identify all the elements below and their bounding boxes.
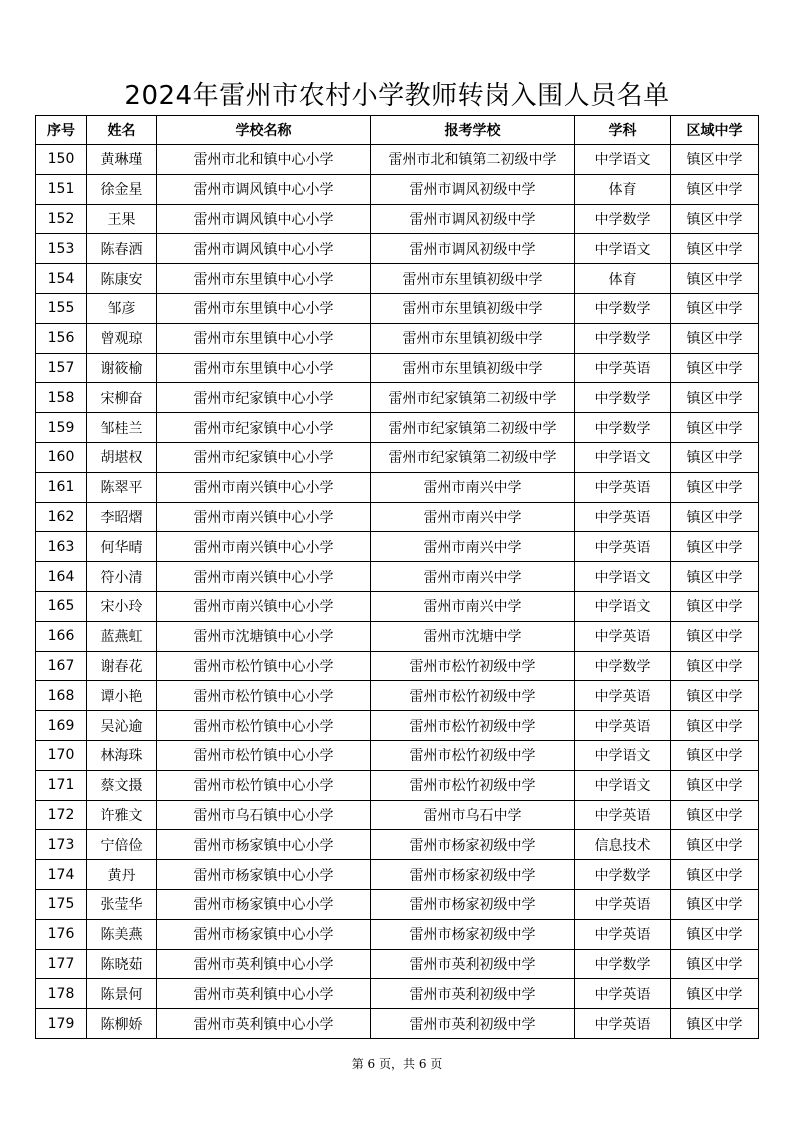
cell-subject: 中学语文 [575, 234, 671, 264]
cell-region-school: 镇区中学 [671, 770, 759, 800]
table-row [36, 204, 759, 234]
cell-school-name: 雷州市杨家镇中心小学 [157, 919, 371, 949]
cell-school-name: 雷州市杨家镇中心小学 [157, 889, 371, 919]
cell-applied-school: 雷州市纪家镇第二初级中学 [371, 413, 575, 443]
page-footer: 第 6 页，共 6 页 [351, 1057, 443, 1071]
cell-region-school: 镇区中学 [671, 383, 759, 413]
cell-serial-number: 153 [36, 234, 87, 264]
cell-applied-school: 雷州市沈塘中学 [371, 621, 575, 651]
cell-school-name: 雷州市英利镇中心小学 [157, 949, 371, 979]
cell-subject: 中学数学 [575, 949, 671, 979]
cell-school-name: 雷州市松竹镇中心小学 [157, 651, 371, 681]
cell-region-school: 镇区中学 [671, 353, 759, 383]
page-title: 2024年雷州市农村小学教师转岗入围人员名单 [124, 81, 670, 111]
cell-name: 吴沁逾 [87, 711, 157, 741]
cell-applied-school: 雷州市英利初级中学 [371, 949, 575, 979]
cell-applied-school: 雷州市杨家初级中学 [371, 919, 575, 949]
cell-serial-number: 175 [36, 889, 87, 919]
cell-region-school: 镇区中学 [671, 919, 759, 949]
cell-subject: 中学英语 [575, 472, 671, 502]
cell-name: 蓝燕虹 [87, 621, 157, 651]
cell-serial-number: 152 [36, 204, 87, 234]
cell-serial-number: 157 [36, 353, 87, 383]
cell-school-name: 雷州市纪家镇中心小学 [157, 413, 371, 443]
table-row [36, 174, 759, 204]
cell-school-name: 雷州市调风镇中心小学 [157, 234, 371, 264]
cell-name: 陈康安 [87, 264, 157, 294]
cell-region-school: 镇区中学 [671, 889, 759, 919]
cell-region-school: 镇区中学 [671, 264, 759, 294]
cell-name: 胡堪权 [87, 442, 157, 472]
table-header-row [36, 116, 759, 145]
cell-region-school: 镇区中学 [671, 949, 759, 979]
table-row [36, 681, 759, 711]
cell-applied-school: 雷州市南兴中学 [371, 591, 575, 621]
cell-region-school: 镇区中学 [671, 174, 759, 204]
cell-subject: 中学数学 [575, 323, 671, 353]
cell-applied-school: 雷州市东里镇初级中学 [371, 323, 575, 353]
cell-school-name: 雷州市沈塘镇中心小学 [157, 621, 371, 651]
table-row [36, 949, 759, 979]
cell-subject: 信息技术 [575, 830, 671, 860]
table-row [36, 800, 759, 830]
cell-region-school: 镇区中学 [671, 979, 759, 1009]
cell-name: 邹桂兰 [87, 413, 157, 443]
cell-school-name: 雷州市东里镇中心小学 [157, 293, 371, 323]
cell-subject: 中学数学 [575, 204, 671, 234]
cell-school-name: 雷州市南兴镇中心小学 [157, 472, 371, 502]
cell-name: 王果 [87, 204, 157, 234]
cell-region-school: 镇区中学 [671, 621, 759, 651]
cell-applied-school: 雷州市乌石中学 [371, 800, 575, 830]
cell-applied-school: 雷州市松竹初级中学 [371, 770, 575, 800]
cell-serial-number: 174 [36, 860, 87, 890]
cell-region-school: 镇区中学 [671, 800, 759, 830]
cell-school-name: 雷州市东里镇中心小学 [157, 264, 371, 294]
cell-serial-number: 155 [36, 293, 87, 323]
cell-applied-school: 雷州市松竹初级中学 [371, 651, 575, 681]
header-region-school: 区域中学 [671, 116, 759, 145]
table-row [36, 711, 759, 741]
cell-serial-number: 159 [36, 413, 87, 443]
cell-school-name: 雷州市英利镇中心小学 [157, 1009, 371, 1039]
table-row [36, 919, 759, 949]
cell-school-name: 雷州市南兴镇中心小学 [157, 532, 371, 562]
table-row [36, 860, 759, 890]
cell-serial-number: 150 [36, 145, 87, 175]
cell-serial-number: 177 [36, 949, 87, 979]
cell-serial-number: 154 [36, 264, 87, 294]
cell-region-school: 镇区中学 [671, 293, 759, 323]
cell-applied-school: 雷州市南兴中学 [371, 502, 575, 532]
cell-serial-number: 169 [36, 711, 87, 741]
cell-applied-school: 雷州市南兴中学 [371, 562, 575, 592]
cell-name: 陈翠平 [87, 472, 157, 502]
roster-table [35, 115, 759, 1039]
cell-name: 谢春花 [87, 651, 157, 681]
cell-serial-number: 161 [36, 472, 87, 502]
cell-subject: 中学英语 [575, 353, 671, 383]
cell-subject: 中学数学 [575, 651, 671, 681]
cell-school-name: 雷州市松竹镇中心小学 [157, 681, 371, 711]
cell-applied-school: 雷州市杨家初级中学 [371, 830, 575, 860]
cell-subject: 中学数学 [575, 293, 671, 323]
cell-name: 谭小艳 [87, 681, 157, 711]
table-row [36, 889, 759, 919]
cell-applied-school: 雷州市南兴中学 [371, 532, 575, 562]
cell-school-name: 雷州市东里镇中心小学 [157, 323, 371, 353]
cell-subject: 中学英语 [575, 711, 671, 741]
cell-serial-number: 176 [36, 919, 87, 949]
cell-applied-school: 雷州市东里镇初级中学 [371, 264, 575, 294]
cell-region-school: 镇区中学 [671, 145, 759, 175]
cell-name: 谢筱榆 [87, 353, 157, 383]
cell-name: 符小清 [87, 562, 157, 592]
cell-region-school: 镇区中学 [671, 830, 759, 860]
cell-serial-number: 158 [36, 383, 87, 413]
cell-school-name: 雷州市调风镇中心小学 [157, 174, 371, 204]
cell-applied-school: 雷州市北和镇第二初级中学 [371, 145, 575, 175]
cell-name: 陈美燕 [87, 919, 157, 949]
cell-serial-number: 168 [36, 681, 87, 711]
table-row [36, 562, 759, 592]
table-row [36, 383, 759, 413]
cell-region-school: 镇区中学 [671, 234, 759, 264]
cell-name: 蔡文摄 [87, 770, 157, 800]
table-body [36, 145, 759, 1039]
cell-school-name: 雷州市南兴镇中心小学 [157, 502, 371, 532]
cell-serial-number: 165 [36, 591, 87, 621]
header-name: 姓名 [87, 116, 157, 145]
table-row [36, 532, 759, 562]
cell-school-name: 雷州市南兴镇中心小学 [157, 562, 371, 592]
cell-subject: 中学语文 [575, 770, 671, 800]
cell-school-name: 雷州市乌石镇中心小学 [157, 800, 371, 830]
cell-region-school: 镇区中学 [671, 740, 759, 770]
cell-name: 徐金星 [87, 174, 157, 204]
cell-subject: 中学语文 [575, 442, 671, 472]
cell-name: 许雅文 [87, 800, 157, 830]
cell-school-name: 雷州市杨家镇中心小学 [157, 860, 371, 890]
table-row [36, 651, 759, 681]
cell-region-school: 镇区中学 [671, 681, 759, 711]
table-row [36, 502, 759, 532]
cell-name: 陈景何 [87, 979, 157, 1009]
cell-subject: 中学英语 [575, 621, 671, 651]
cell-region-school: 镇区中学 [671, 472, 759, 502]
cell-subject: 体育 [575, 264, 671, 294]
table-row [36, 621, 759, 651]
cell-school-name: 雷州市纪家镇中心小学 [157, 383, 371, 413]
cell-name: 何华晴 [87, 532, 157, 562]
cell-serial-number: 163 [36, 532, 87, 562]
cell-name: 黄丹 [87, 860, 157, 890]
cell-region-school: 镇区中学 [671, 323, 759, 353]
cell-subject: 中学英语 [575, 681, 671, 711]
cell-name: 张莹华 [87, 889, 157, 919]
cell-school-name: 雷州市杨家镇中心小学 [157, 830, 371, 860]
cell-applied-school: 雷州市英利初级中学 [371, 979, 575, 1009]
cell-serial-number: 179 [36, 1009, 87, 1039]
cell-applied-school: 雷州市东里镇初级中学 [371, 353, 575, 383]
cell-subject: 中学英语 [575, 919, 671, 949]
cell-name: 陈春洒 [87, 234, 157, 264]
cell-serial-number: 167 [36, 651, 87, 681]
cell-name: 宋小玲 [87, 591, 157, 621]
cell-region-school: 镇区中学 [671, 413, 759, 443]
header-school-name: 学校名称 [157, 116, 371, 145]
cell-region-school: 镇区中学 [671, 860, 759, 890]
table-row [36, 323, 759, 353]
cell-region-school: 镇区中学 [671, 711, 759, 741]
cell-applied-school: 雷州市松竹初级中学 [371, 740, 575, 770]
table-row [36, 830, 759, 860]
cell-applied-school: 雷州市调风初级中学 [371, 174, 575, 204]
table-row [36, 740, 759, 770]
cell-region-school: 镇区中学 [671, 562, 759, 592]
cell-name: 宁倍俭 [87, 830, 157, 860]
cell-subject: 中学英语 [575, 532, 671, 562]
cell-subject: 体育 [575, 174, 671, 204]
cell-applied-school: 雷州市东里镇初级中学 [371, 293, 575, 323]
table-row [36, 234, 759, 264]
cell-applied-school: 雷州市杨家初级中学 [371, 889, 575, 919]
cell-school-name: 雷州市英利镇中心小学 [157, 979, 371, 1009]
cell-serial-number: 151 [36, 174, 87, 204]
cell-serial-number: 173 [36, 830, 87, 860]
cell-name: 陈柳娇 [87, 1009, 157, 1039]
cell-school-name: 雷州市松竹镇中心小学 [157, 740, 371, 770]
cell-subject: 中学英语 [575, 1009, 671, 1039]
cell-subject: 中学数学 [575, 383, 671, 413]
cell-school-name: 雷州市纪家镇中心小学 [157, 442, 371, 472]
cell-subject: 中学英语 [575, 889, 671, 919]
cell-name: 黄琳瑾 [87, 145, 157, 175]
table-row [36, 1009, 759, 1039]
cell-subject: 中学英语 [575, 502, 671, 532]
cell-school-name: 雷州市北和镇中心小学 [157, 145, 371, 175]
cell-subject: 中学数学 [575, 860, 671, 890]
table-row [36, 293, 759, 323]
table-row [36, 353, 759, 383]
cell-applied-school: 雷州市调风初级中学 [371, 204, 575, 234]
cell-subject: 中学英语 [575, 800, 671, 830]
cell-subject: 中学英语 [575, 979, 671, 1009]
cell-school-name: 雷州市东里镇中心小学 [157, 353, 371, 383]
cell-school-name: 雷州市松竹镇中心小学 [157, 770, 371, 800]
cell-region-school: 镇区中学 [671, 591, 759, 621]
cell-serial-number: 171 [36, 770, 87, 800]
header-applied-school: 报考学校 [371, 116, 575, 145]
table-row [36, 413, 759, 443]
cell-name: 邹彦 [87, 293, 157, 323]
cell-region-school: 镇区中学 [671, 442, 759, 472]
cell-subject: 中学语文 [575, 145, 671, 175]
cell-region-school: 镇区中学 [671, 1009, 759, 1039]
cell-applied-school: 雷州市纪家镇第二初级中学 [371, 383, 575, 413]
cell-serial-number: 178 [36, 979, 87, 1009]
cell-serial-number: 166 [36, 621, 87, 651]
cell-name: 宋柳奋 [87, 383, 157, 413]
cell-region-school: 镇区中学 [671, 532, 759, 562]
table-row [36, 472, 759, 502]
table-row [36, 442, 759, 472]
table-row [36, 591, 759, 621]
cell-serial-number: 160 [36, 442, 87, 472]
cell-serial-number: 156 [36, 323, 87, 353]
cell-serial-number: 172 [36, 800, 87, 830]
cell-subject: 中学语文 [575, 562, 671, 592]
cell-name: 李昭熠 [87, 502, 157, 532]
cell-name: 林海珠 [87, 740, 157, 770]
cell-region-school: 镇区中学 [671, 204, 759, 234]
cell-serial-number: 162 [36, 502, 87, 532]
cell-region-school: 镇区中学 [671, 502, 759, 532]
cell-name: 曾观琼 [87, 323, 157, 353]
cell-applied-school: 雷州市南兴中学 [371, 472, 575, 502]
table-row [36, 770, 759, 800]
cell-school-name: 雷州市南兴镇中心小学 [157, 591, 371, 621]
cell-school-name: 雷州市松竹镇中心小学 [157, 711, 371, 741]
cell-applied-school: 雷州市纪家镇第二初级中学 [371, 442, 575, 472]
cell-applied-school: 雷州市调风初级中学 [371, 234, 575, 264]
cell-subject: 中学语文 [575, 591, 671, 621]
cell-applied-school: 雷州市英利初级中学 [371, 1009, 575, 1039]
header-subject: 学科 [575, 116, 671, 145]
header-serial-number: 序号 [36, 116, 87, 145]
cell-applied-school: 雷州市杨家初级中学 [371, 860, 575, 890]
cell-name: 陈晓茹 [87, 949, 157, 979]
cell-applied-school: 雷州市松竹初级中学 [371, 711, 575, 741]
cell-school-name: 雷州市调风镇中心小学 [157, 204, 371, 234]
cell-region-school: 镇区中学 [671, 651, 759, 681]
table-row [36, 264, 759, 294]
cell-serial-number: 164 [36, 562, 87, 592]
cell-applied-school: 雷州市松竹初级中学 [371, 681, 575, 711]
table-row [36, 979, 759, 1009]
cell-subject: 中学数学 [575, 413, 671, 443]
cell-subject: 中学语文 [575, 740, 671, 770]
cell-serial-number: 170 [36, 740, 87, 770]
table-row [36, 145, 759, 175]
